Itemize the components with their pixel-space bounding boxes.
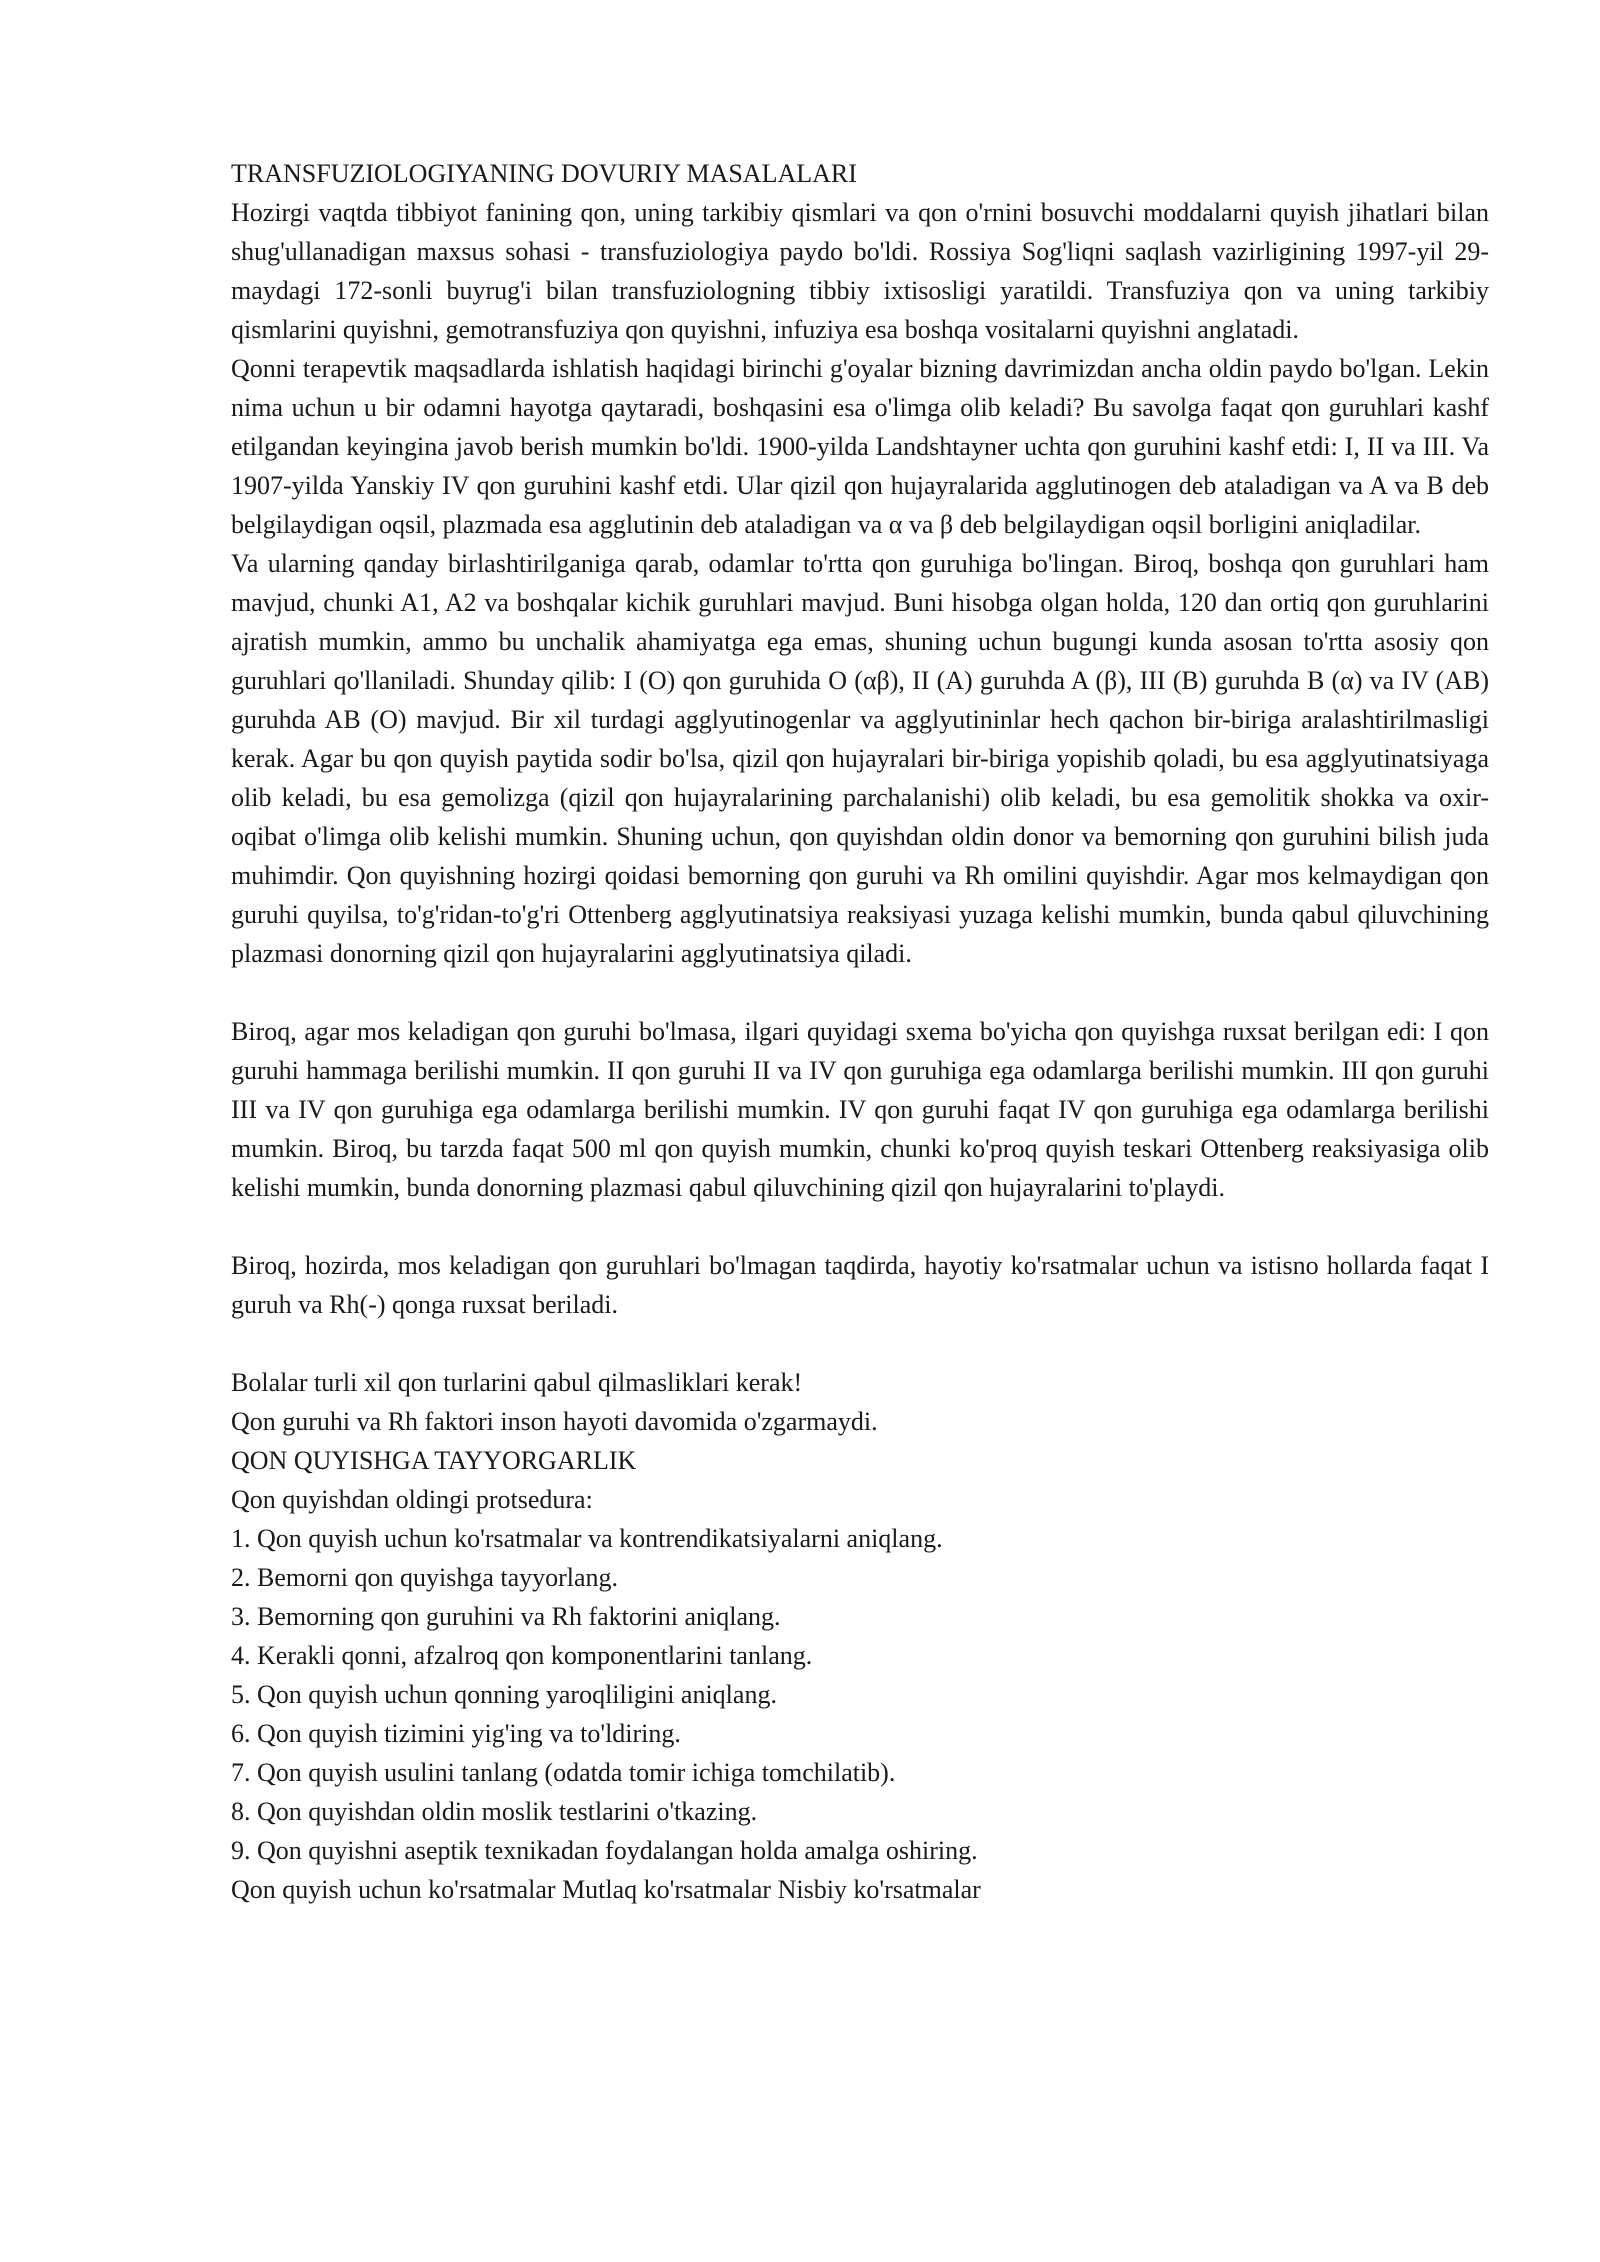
paragraph-intro: Hozirgi vaqtda tibbiyot fanining qon, uning tarkibiy qismlari va qon o'rnini bosuvchi moddalarni quyish jihatlari bilan shug'ullanadigan maxsus sohasi - transfuziologiya paydo bo'ldi. Rossiya Sog'liqni saqlash vazirligining 1997-yil 29-maydagi 172-sonli buyrug'i bilan transfuziologning tibbiy ixtisosligi yaratildi. Transfuziya qon va uning tarkibiy qismlarini quyishni, gemotransfuziya qon quyishni, infuziya esa boshqa vositalarni quyishni anglatadi. <box>231 198 1489 344</box>
paragraph-old-scheme: Biroq, agar mos keladigan qon guruhi bo'lmasa, ilgari quyidagi sxema bo'yicha qon quyishga ruxsat berilgan edi: I qon guruhi hammaga berilishi mumkin. II qon guruhi II va IV qon guruhiga ega odamlarga berilishi mumkin. III qon guruhi III va IV qon guruhiga ega odamlarga berilishi mumkin. IV qon guruhi faqat IV qon guruhiga ega odamlarga berilishi mumkin. Biroq, bu tarzda faqat 500 ml qon quyish mumkin, chunki ko'proq quyish teskari Ottenberg reaksiyasiga olib kelishi mumkin, bunda donorning plazmasi qabul qiluvchining qizil qon hujayralarini to'playdi. <box>231 1017 1489 1202</box>
list-item: 3. Bemorning qon guruhini va Rh faktorini aniqlang. <box>231 1602 781 1631</box>
procedure-steps-list <box>231 1519 1489 1870</box>
list-item: 7. Qon quyish usulini tanlang (odatda tomir ichiga tomchilatib). <box>231 1758 896 1787</box>
list-item: 4. Kerakli qonni, afzalroq qon komponentlarini tanlang. <box>231 1641 813 1670</box>
note-blood-group-constant: Qon guruhi va Rh faktori inson hayoti davomida o'zgarmaydi. <box>231 1407 878 1436</box>
paragraph-current-rule: Biroq, hozirda, mos keladigan qon guruhlari bo'lmagan taqdirda, hayotiy ko'rsatmalar uchun va istisno hollarda faqat I guruh va Rh(-) qonga ruxsat beriladi. <box>231 1251 1489 1319</box>
procedure-intro: Qon quyishdan oldingi protsedura: <box>231 1485 593 1514</box>
spacer <box>231 1324 1489 1363</box>
list-item: 6. Qon quyish tizimini yig'ing va to'ldiring. <box>231 1719 681 1748</box>
list-item: 5. Qon quyish uchun qonning yaroqliligini aniqlang. <box>231 1680 777 1709</box>
document-title: TRANSFUZIOLOGIYANING DOVURIY MASALALARI <box>231 159 857 188</box>
list-item: 9. Qon quyishni aseptik texnikadan foydalangan holda amalga oshiring. <box>231 1836 978 1865</box>
paragraph-blood-groups: Va ularning qanday birlashtirilganiga qarab, odamlar to'rtta qon guruhiga bo'lingan. Biroq, boshqa qon guruhlari ham mavjud, chunki A1, A2 va boshqalar kichik guruhlari mavjud. Buni hisobga olgan holda, 120 dan ortiq qon guruhlarini ajratish mumkin, ammo bu unchalik ahamiyatga ega emas, shuning uchun bugungi kunda asosan to'rtta asosiy qon guruhlari qo'llaniladi. Shunday qilib: I (O) qon guruhida O (αβ), II (A) guruhda A (β), III (B) guruhda B (α) va IV (AB) guruhda AB (O) mavjud. Bir xil turdagi agglyutinogenlar va agglyutininlar hech qachon bir-biriga aralashtirilmasligi kerak. Agar bu qon quyish paytida sodir bo'lsa, qizil qon hujayralari bir-biriga yopishib qoladi, bu esa agglyutinatsiyaga olib keladi, bu esa gemolizga (qizil qon hujayralarining parchalanishi) olib keladi, bu esa gemolitik shokka va oxir-oqibat o'limga olib kelishi mumkin. Shuning uchun, qon quyishdan oldin donor va bemorning qon guruhini bilish juda muhimdir. Qon quyishning hozirgi qoidasi bemorning qon guruhi va Rh omilini quyishdir. Agar mos kelmaydigan qon guruhi quyilsa, to'g'ridan-to'g'ri Ottenberg agglyutinatsiya reaksiyasi yuzaga kelishi mumkin, bunda qabul qiluvchining plazmasi donorning qizil qon hujayralarini agglyutinatsiya qiladi. <box>231 549 1489 968</box>
document-page <box>231 154 1489 1909</box>
paragraph-history: Qonni terapevtik maqsadlarda ishlatish haqidagi birinchi g'oyalar bizning davrimizdan ancha oldin paydo bo'lgan. Lekin nima uchun u bir odamni hayotga qaytaradi, boshqasini esa o'limga olib keladi? Bu savolga faqat qon guruhlari kashf etilgandan keyingina javob berish mumkin bo'ldi. 1900-yilda Landshtayner uchta qon guruhini kashf etdi: I, II va III. Va 1907-yilda Yanskiy IV qon guruhini kashf etdi. Ular qizil qon hujayralarida agglutinogen deb ataladigan va A va B deb belgilaydigan oqsil, plazmada esa agglutinin deb ataladigan va α va β deb belgilaydigan oqsil borligini aniqladilar. <box>231 354 1489 539</box>
spacer <box>231 1207 1489 1246</box>
spacer <box>231 973 1489 1012</box>
list-item: 2. Bemorni qon quyishga tayyorlang. <box>231 1563 619 1592</box>
section-heading: QON QUYISHGA TAYYORGARLIK <box>231 1446 637 1475</box>
note-children: Bolalar turli xil qon turlarini qabul qilmasliklari kerak! <box>231 1368 803 1397</box>
indications-line: Qon quyish uchun ko'rsatmalar Mutlaq ko'rsatmalar Nisbiy ko'rsatmalar <box>231 1875 981 1904</box>
list-item: 1. Qon quyish uchun ko'rsatmalar va kontrendikatsiyalarni aniqlang. <box>231 1524 943 1553</box>
list-item: 8. Qon quyishdan oldin moslik testlarini o'tkazing. <box>231 1797 758 1826</box>
